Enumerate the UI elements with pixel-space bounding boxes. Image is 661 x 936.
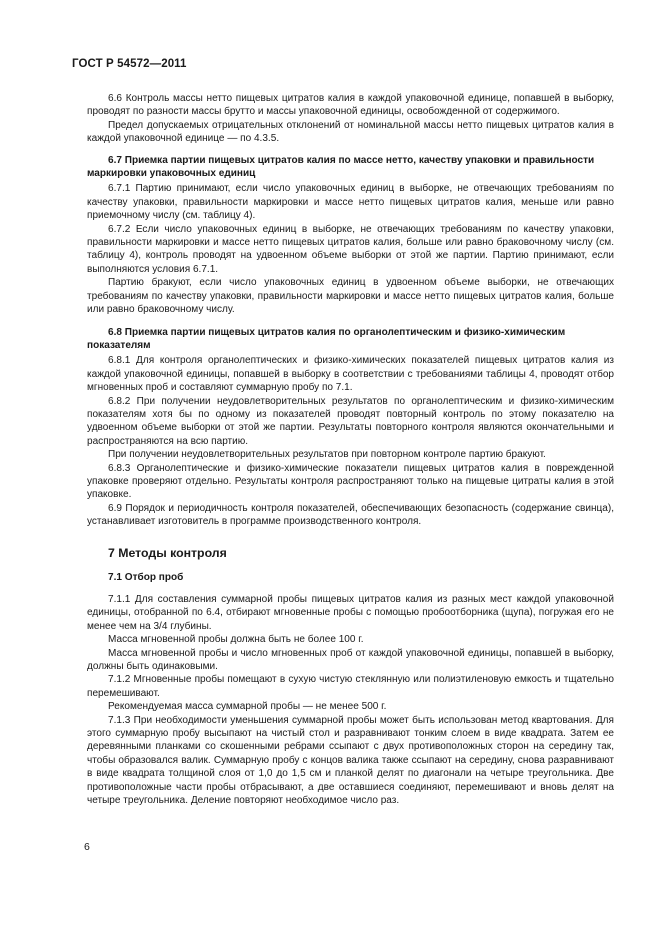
- paragraph-7-1-1-equal: Масса мгновенной пробы и число мгновенных проб от каждой упаковочной единицы, попавшей в выборку, должны быть одинаковыми.: [87, 647, 614, 673]
- page-number: 6: [84, 841, 90, 853]
- section-heading-7: 7 Методы контроля: [108, 545, 227, 560]
- document-body: [87, 92, 614, 808]
- paragraph-7-1-1-mass: Масса мгновенной пробы должна быть не более 100 г.: [108, 634, 364, 646]
- document-header: ГОСТ Р 54572—2011: [72, 58, 187, 70]
- paragraph-6-7-2-reject: Партию бракуют, если число упаковочных единиц в удвоенном объеме выборки, не отвечающих требованиям по качеству упаковки, правильности маркировки и массе нетто пищевых цитратов калия, больше или равно браковочному числу.: [87, 277, 614, 316]
- heading-6-7: 6.7 Приемка партии пищевых цитратов калия по массе нетто, качеству упаковки и правильности маркировки упаковочных единиц: [87, 154, 595, 180]
- paragraph-6-6-limit: Предел допускаемых отрицательных отклонений от номинальной массы нетто пищевых цитратов калия в каждой упаковочной единице — по 4.3.5.: [87, 119, 614, 145]
- paragraph-6-8-3: 6.8.3 Органолептические и физико-химические показатели пищевых цитратов калия в поврежденной упаковке проверяют отдельно. Результаты контроля распространяют только на пищевые цитраты калия в этой упаковке.: [87, 462, 614, 501]
- paragraph-6-7-2: 6.7.2 Если число упаковочных единиц в выборке, не отвечающих требованиям по качеству упаковки, правильности маркировки и массе нетто пищевых цитратов калия, больше или равно браковочному числу (см. таблицу 4), контроль проводят на удвоенном объеме выборки от этой же партии. Партию принимают, если выполняются условия 6.7.1.: [87, 223, 614, 275]
- paragraph-6-9: 6.9 Порядок и периодичность контроля показателей, обеспечивающих безопасность (содержание свинца), устанавливает изготовитель в программе производственного контроля.: [87, 502, 614, 528]
- paragraph-7-1-2: 7.1.2 Мгновенные пробы помещают в сухую чистую стеклянную или полиэтиленовую емкость и тщательно перемешивают.: [87, 674, 614, 699]
- paragraph-6-8-1: 6.8.1 Для контроля органолептических и физико-химических показателей пищевых цитратов калия из каждой упаковочной единицы, попавшей в выборку в соответствии с требованиями таблицы 4, проводят отбор мгновенных проб и составляют суммарную пробу по 7.1.: [87, 355, 614, 394]
- paragraph-7-1-2-mass: Рекомендуемая масса суммарной пробы — не менее 500 г.: [108, 701, 387, 713]
- paragraph-6-7-1: 6.7.1 Партию принимают, если число упаковочных единиц в выборке, не отвечающих требованиям по качеству упаковки, правильности маркировки и массе нетто пищевых цитратов калия, меньше или равно приемочному числу (см. таблицу 4).: [87, 183, 614, 222]
- paragraph-6-8-2-reject: При получении неудовлетворительных результатов при повторном контроле партию бракуют.: [108, 449, 546, 461]
- paragraph-7-1-3: 7.1.3 При необходимости уменьшения суммарной пробы может быть использован метод квартования. Для этого суммарную пробу высыпают на чистый стол и разравнивают тонким слоем в виде квадрата. Затем ее деревянными планками со скошенными ребрами ссыпают с двух противоположных сторон на середину так, чтобы образовался валик. Суммарную пробу с концов валика также ссыпают на середину, снова разравнивают в виде квадрата толщиной слоя от 1,0 до 1,5 см и планкой делят по диагонали на четыре треугольника. Две противоположные части пробы отбрасывают, а две оставшиеся соединяют, перемешивают и вновь делят на четыре треугольника. Деление повторяют необходимое число раз.: [87, 714, 614, 807]
- heading-7-1: 7.1 Отбор проб: [108, 571, 184, 583]
- paragraph-6-6: 6.6 Контроль массы нетто пищевых цитратов калия в каждой упаковочной единице, попавшей в выборку, проводят по разности массы брутто и массы упаковочной единицы, освобожденной от содержимого.: [87, 93, 614, 118]
- paragraph-6-8-2: 6.8.2 При получении неудовлетворительных результатов по органолептическим и физико-химическим показателям хотя бы по одному из показателей проводят повторный контроль по этому показателю на удвоенном объеме выборки от этой же партии. Результаты повторного контроля являются окончательными и распространяются на всю партию.: [87, 395, 614, 447]
- paragraph-7-1-1: 7.1.1 Для составления суммарной пробы пищевых цитратов калия из разных мест каждой упаковочной единицы, отобранной по 6.4, отбирают мгновенные пробы с помощью пробоотборника (щупа), погружая его не менее чем на 3/4 глубины.: [87, 594, 614, 632]
- heading-6-8: 6.8 Приемка партии пищевых цитратов калия по органолептическим и физико-химическим показателям: [87, 326, 566, 351]
